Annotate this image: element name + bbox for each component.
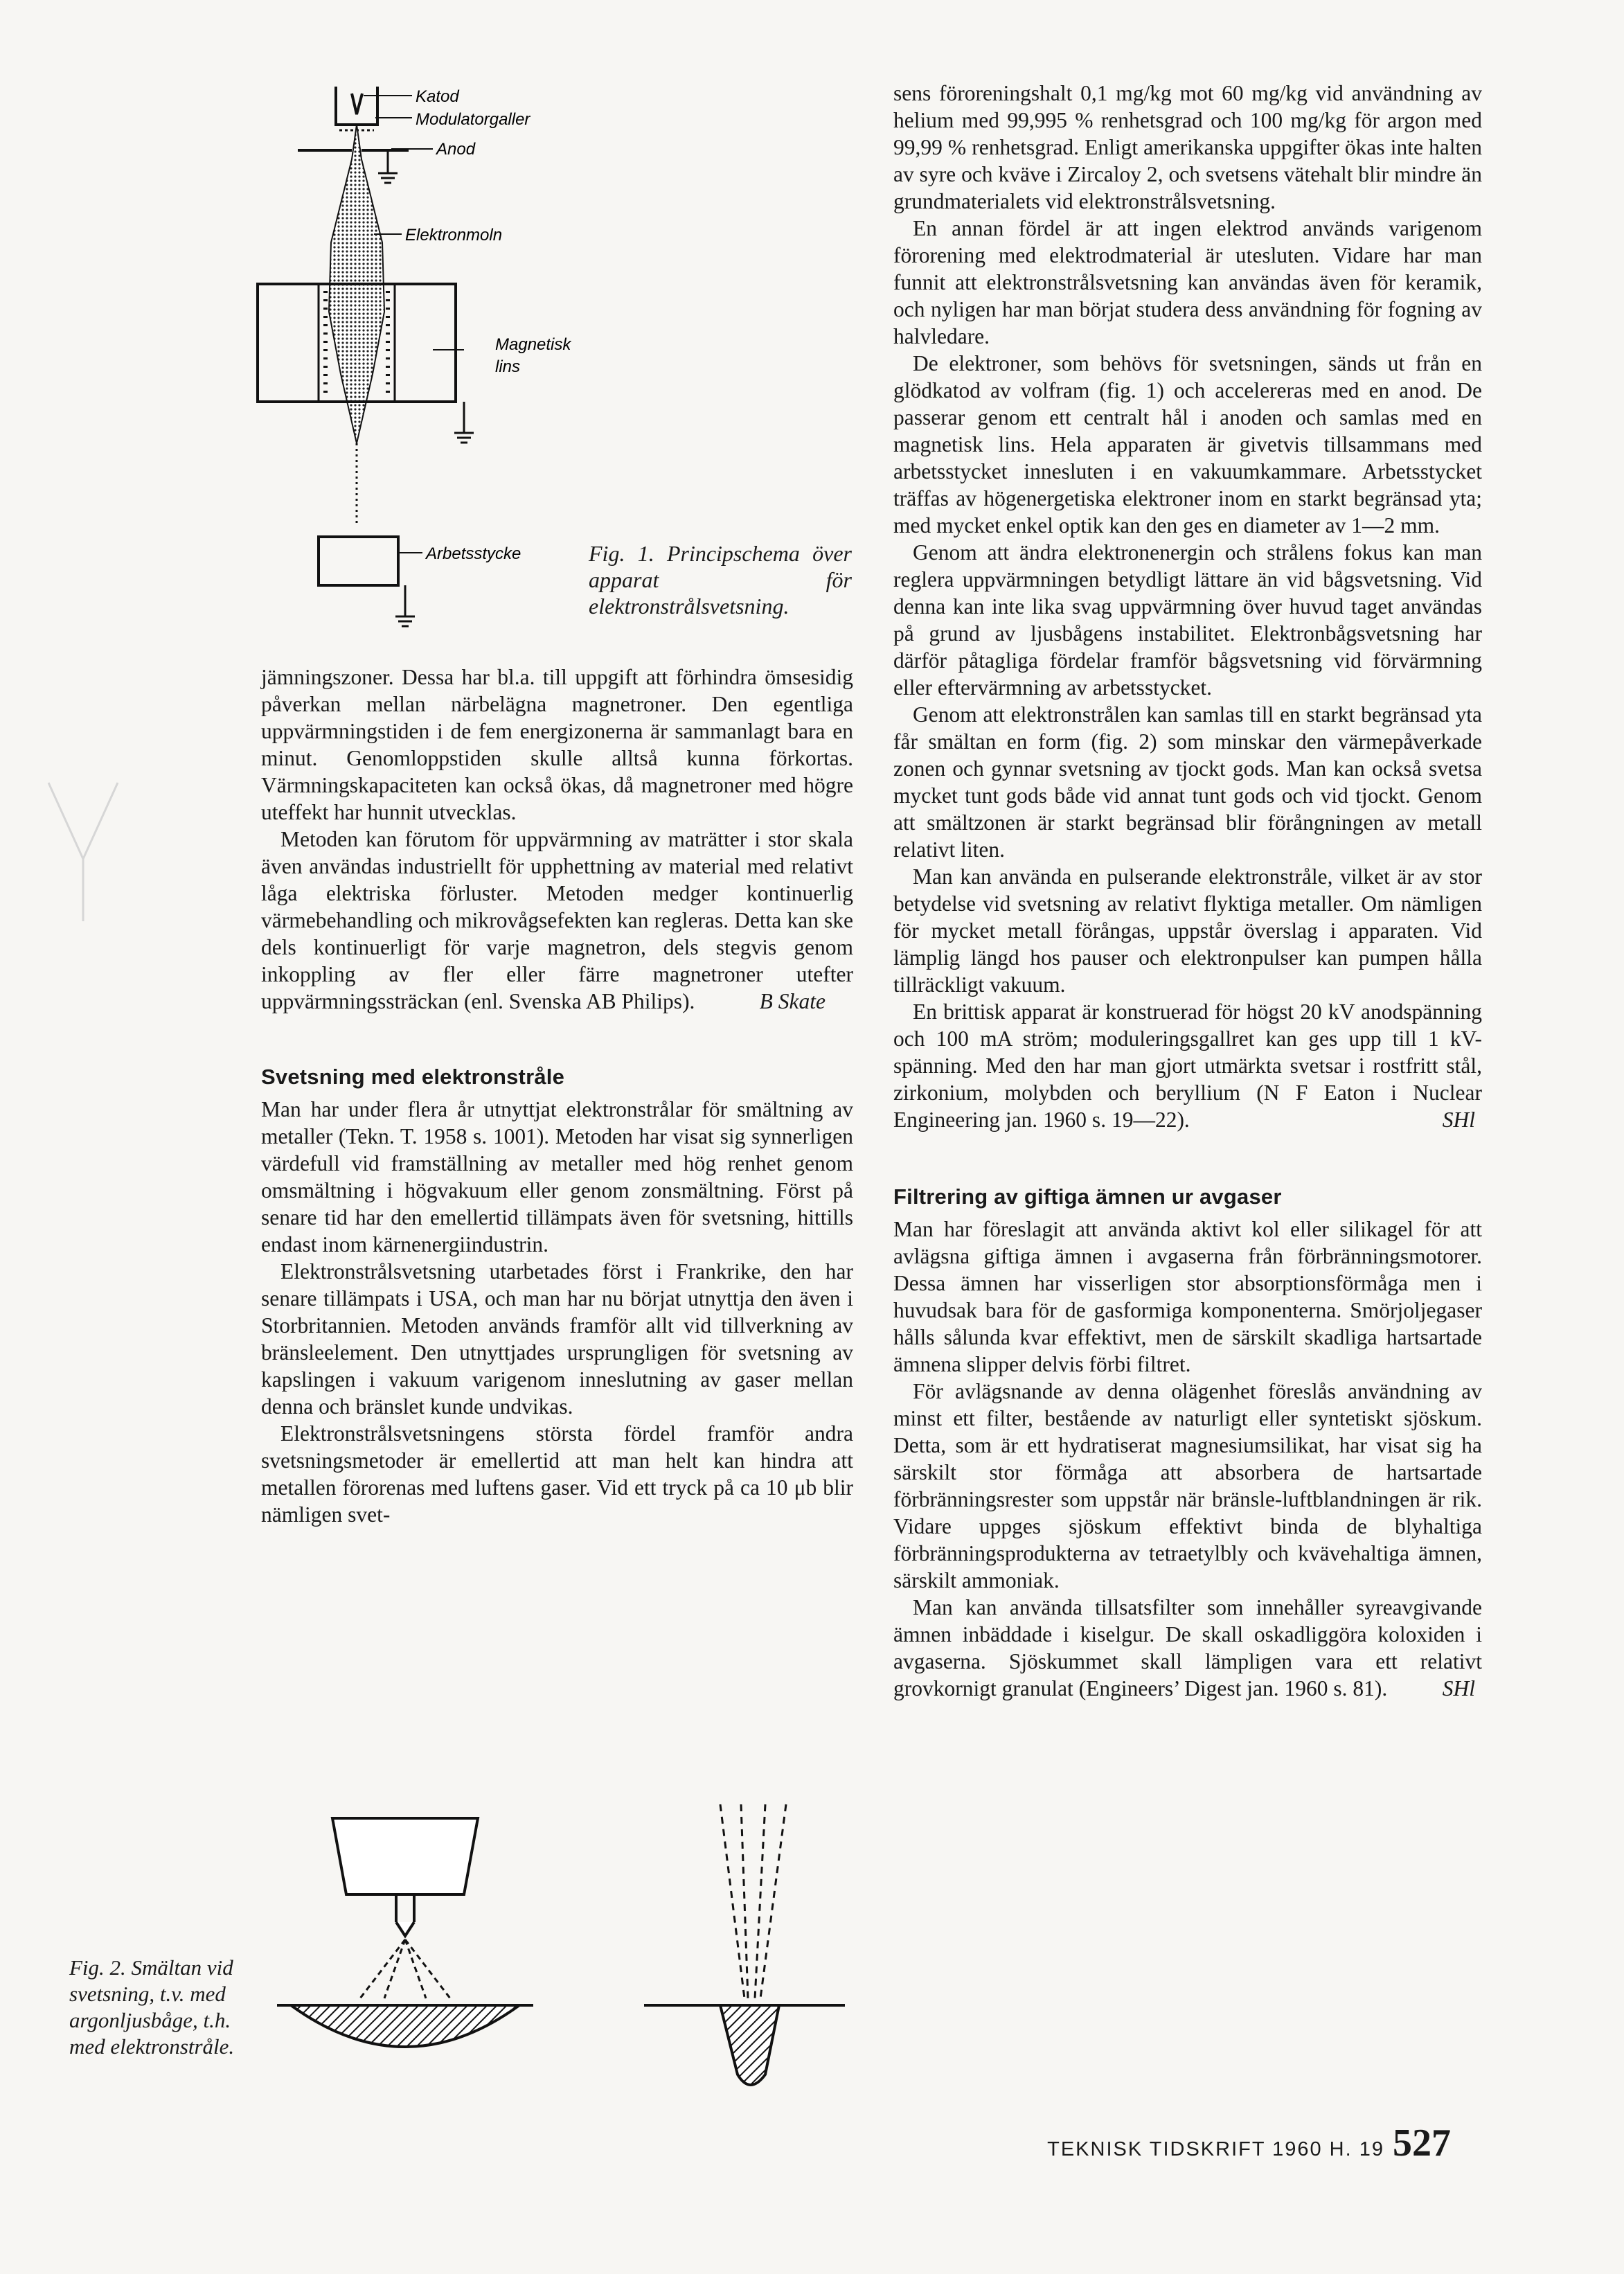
right-column [893, 80, 1482, 1702]
article-title-filtrering: Filtrering av giftiga ämnen ur avgaser [893, 1184, 1282, 1209]
figure-2-caption: Fig. 2. Smältan vid svetsning, t.v. med argonljusbåge, t.h. med elektronstråle. [69, 1955, 235, 2059]
left-column [261, 664, 853, 1528]
workpiece-ground-icon [395, 616, 415, 626]
paragraph: Man har föreslagit att använda aktivt kol eller silikagel för att avlägsna giftiga ämnen i avgaserna från förbränningsmotorer. Dessa ämnen har visserligen stor absorptionsförmåga men i huvudsak bara för de gasformiga komponenterna. Smörjoljegaser hålls sålunda kvar effektivt, men de särskilt skadliga hartsartade ämnena slipper delvis förbi filtret. [893, 1217, 1482, 1376]
paragraph: För avlägsnande av denna olägenhet föreslås användning av minst ett filter, bestående av naturligt eller syntetiskt sjöskum. Detta, som är ett hydratiserat magnesiumsilikat, har visat sig ha särskilt stor förmåga att absorbera de hartsartade förbränningsrester som uppstår när bränsle-luftblandningen är rik. Vidare uppges sjöskum effektivt binda de blyhaltiga förbränningsprodukterna av tetraetylbly och kvävehaltiga ämnen, särskilt ammoniak. [893, 1379, 1482, 1592]
figure-2-diagram [263, 1797, 859, 2095]
label-arbetsstycke: Arbetsstycke [426, 544, 521, 563]
eb-weld-pool [720, 2005, 779, 2085]
label-anod: Anod [436, 140, 476, 159]
paragraph: Elektronstrålsvetsningens största fördel framför andra svetsningsmetoder är emellertid att man helt kan hindra att metallen förorenas med luftens gaser. Vid ett tryck på ca 10 μb blir nämligen svet- [261, 1421, 853, 1527]
cathode-filament [352, 94, 362, 114]
label-lins: lins [495, 357, 521, 376]
figure-1-caption: Fig. 1. Principschema över apparat för elektronstrålsvetsning. [589, 541, 852, 619]
label-modulatorgaller: Modulatorgaller [416, 110, 530, 129]
workpiece-box [319, 537, 398, 585]
page-number: 527 [1393, 2122, 1451, 2165]
label-elektronmoln: Elektronmoln [405, 226, 503, 245]
argon-torch [332, 1818, 478, 1894]
paragraph: Man har under flera år utnyttjat elektronstrålar för smältning av metaller (Tekn. T. 1958 s. 1001). Metoden har visat sig synnerligen värdefull vid framställning av metaller med hög renhet genom omsmältning i högvakuum eller genom zonsmältning. Först på senare tid har den emellertid tillämpats även för svetsning, hittills endast inom kärnenergiindustrin. [261, 1097, 853, 1256]
paragraph: En brittisk apparat är konstruerad för högst 20 kV anodspänning och 100 mA ström; moduleringsgallret kan ges upp till 1 kV-spänning. Med den har man gjort utmärkta svetsar i rostfritt stål, zirkonium, molybden och beryllium (N F Eaton i Nuclear Engineering jan. 1960 s. 19—22). [893, 1000, 1482, 1132]
paragraph: En annan fördel är att ingen elektrod används varigenom förorening med elektrodmaterial är utesluten. Vidare har man funnit att elektronstrålsvetsning kan användas även för keramik, och nyligen har man börjat studera dess användning för fogning av halvledare. [893, 216, 1482, 348]
anode-ground-icon [378, 173, 398, 183]
paragraph: Man kan använda tillsatsfilter som innehåller syreavgivande ämnen inbäddade i kiselgur. De skall oskadliggöra koloxiden i avgaserna. Sjöskummet skall lämpligen vara ett relativt grovkornigt granulat (Engineers’ Digest jan. 1960 s. 81). [893, 1595, 1482, 1700]
show-through-decoration [42, 776, 125, 928]
paragraph: Elektronstrålsvetsning utarbetades först i Frankrike, den har senare tillämpats i USA, och man har nu börjat utnyttja den även i Storbritannien. Metoden används framför allt vid tillverkning av bränsleelement. Den utnyttjades ursprungligen för svetsning av kapslingen i vakuum varigenom inneslutning av gaser mellan denna och bränslet kunde undvikas. [261, 1259, 853, 1419]
paragraph: Genom att elektronstrålen kan samlas till en starkt begränsad yta får smältan en form (fig. 2) som minskar den värmepåverkade zonen och gynnar svetsning av tjockt gods. Man kan också svetsa mycket tunt gods både vid annat tunt gods och vid tjockt. Genom att smältzonen är starkt begränsad blir förångningen av metall relativt liten. [893, 702, 1482, 862]
label-magnetisk: Magnetisk [495, 335, 571, 354]
cathode-symbol [336, 87, 377, 125]
lens-ground-icon [454, 433, 474, 443]
signature-shl: SHl [1442, 1108, 1475, 1132]
paragraph: De elektroner, som behövs för svetsningen, sänds ut från en glödkatod av volfram (fig. 1) och accelereras med en anod. De passerar genom ett centralt hål i anoden och samlas med en magnetisk lins. Hela apparaten är givetvis tillsammans med arbetsstycket innesluten i en vakuumkammare. Arbetsstycket träffas av högenergetiska elektroner inom en starkt begränsad yta; med mycket enkel optik kan den ges en diameter av 1—2 mm. [893, 351, 1482, 538]
show-through-shape [42, 776, 125, 928]
label-katod: Katod [416, 87, 459, 106]
electron-beam-rays [720, 1804, 786, 1998]
torch-tip [396, 1922, 414, 1936]
signature-shl-2: SHl [1442, 1676, 1475, 1700]
paragraph: sens föroreningshalt 0,1 mg/kg mot 60 mg/kg vid användning av helium med 99,995 % renhetsgrad och 100 mg/kg för argon med 99,99 % renhetsgrad. Enligt amerikanska uppgifter ökas inte halten av syre och kväve i Zircaloy 2, och svetsens vätehalt blir mindre än grundmaterialets vid elektronstrålsvetsning. [893, 81, 1482, 213]
article-title-svetsning: Svetsning med elektronstråle [261, 1065, 565, 1089]
paragraph: jämningszoner. Dessa har bl.a. till uppgift att förhindra ömsesidig påverkan mellan närbelägna magnetroner. Den egentliga uppvärmningstiden i de fem energizonerna är sammanlagt bara en minut. Genomloppstiden skulle alltså kunna förkortas. Värmningskapaciteten kan också ökas, då magnetroner med högre uteffekt har hunnit utvecklas. [261, 665, 853, 824]
journal-name: TEKNISK TIDSKRIFT 1960 H. 19 [1047, 2138, 1384, 2160]
paragraph: Man kan använda en pulserande elektronstråle, vilket är av stor betydelse vid svetsning av relativt flyktiga metaller. Om nämligen för mycket metall förångas, uppstår överslag i apparaten. Vid lämplig längd hos pauser och elektronpulser kan pumpen hålla tillräckligt vakuum. [893, 864, 1482, 997]
page-footer [1047, 2121, 1451, 2165]
paragraph: Metoden kan förutom för uppvärmning av maträtter i stor skala även användas industriellt för upphettning av material med relativt låga elektriska förluster. Metoden medger kontinuerlig värmebehandling och mikrovågsefekten kan regleras. Detta kan ske dels kontinuerligt för varje magnetron, dels stegvis genom inkoppling av fler eller färre magnetroner utefter uppvärmningssträckan (enl. Svenska AB Philips). [261, 827, 853, 1013]
paragraph: Genom att ändra elektronenergin och strålens fokus kan man reglera uppvärmningen betydligt lättare än vid bågsvetsning. Vid denna kan inte lika svag uppvärmning över huvud taget användas på grund av ljusbågens instabilitet. Elektronbågsvetsning har därför påtagliga fördelar framför bågsvetsning vid förvärmning eller eftervärmning av arbetsstycket. [893, 540, 1482, 700]
arc-weld-pool [291, 2005, 519, 2047]
signature-b-skate: B Skate [759, 989, 826, 1013]
arc-rays [360, 1939, 450, 1998]
